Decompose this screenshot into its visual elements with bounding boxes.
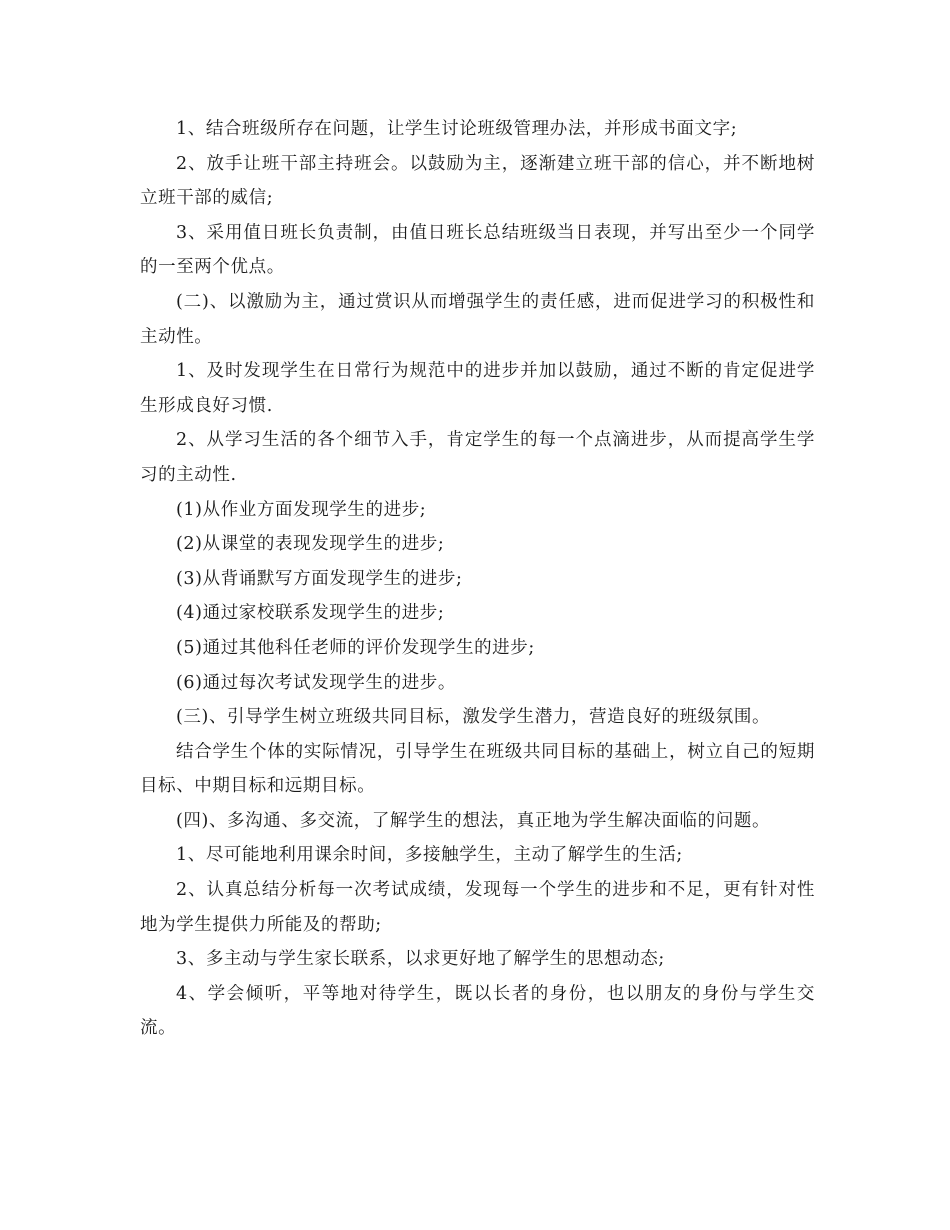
paragraph-2: 2、放手让班干部主持班会。以鼓励为主，逐渐建立班干部的信心，并不断地树立班干部的威信; — [140, 153, 815, 209]
document-body — [140, 112, 815, 1046]
paragraph-5: 1、及时发现学生在日常行为规范中的进步并加以鼓励，通过不断的肯定促进学生形成良好习惯. — [140, 361, 815, 416]
list-item-6: (6)通过每次考试发现学生的进步。 — [176, 672, 456, 693]
paragraph-17: 2、认真总结分析每一次考试成绩，发现每一个学生的进步和不足，更有针对性地为学生提供力所能及的帮助; — [140, 880, 815, 935]
paragraph-18: 3、多主动与学生家长联系，以求更好地了解学生的思想动态; — [176, 949, 665, 970]
paragraph-6: 2、从学习生活的各个细节入手，肯定学生的每一个点滴进步，从而提高学生学习的主动性. — [140, 430, 815, 485]
paragraph-19: 4、学会倾听，平等地对待学生，既以长者的身份，也以朋友的身份与学生交流。 — [140, 983, 815, 1039]
list-item-5: (5)通过其他科任老师的评价发现学生的进步; — [176, 637, 535, 658]
list-item-4: (4)通过家校联系发现学生的进步; — [176, 603, 445, 624]
section-heading-4: (四)、多沟通、多交流，了解学生的想法，真正地为学生解决面临的问题。 — [176, 810, 771, 831]
list-item-1: (1)从作业方面发现学生的进步; — [176, 499, 427, 520]
list-item-3: (3)从背诵默写方面发现学生的进步; — [176, 568, 463, 589]
paragraph-1: 1、结合班级所存在问题，让学生讨论班级管理办法，并形成书面文字; — [176, 119, 738, 139]
section-heading-2: (二)、以激励为主，通过赏识从而增强学生的责任感，进而促进学习的积极性和主动性。 — [140, 291, 815, 347]
paragraph-3: 3、采用值日班长负责制，由值日班长总结班级当日表现，并写出至少一个同学的一至两个优点。 — [140, 222, 815, 278]
list-item-2: (2)从课堂的表现发现学生的进步; — [176, 534, 445, 555]
section-heading-3: (三)、引导学生树立班级共同目标，激发学生潜力，营造良好的班级氛围。 — [176, 707, 771, 728]
paragraph-14: 结合学生个体的实际情况，引导学生在班级共同目标的基础上，树立自己的短期目标、中期目标和远期目标。 — [140, 741, 815, 797]
paragraph-16: 1、尽可能地利用课余时间，多接触学生，主动了解学生的生活; — [176, 845, 683, 866]
